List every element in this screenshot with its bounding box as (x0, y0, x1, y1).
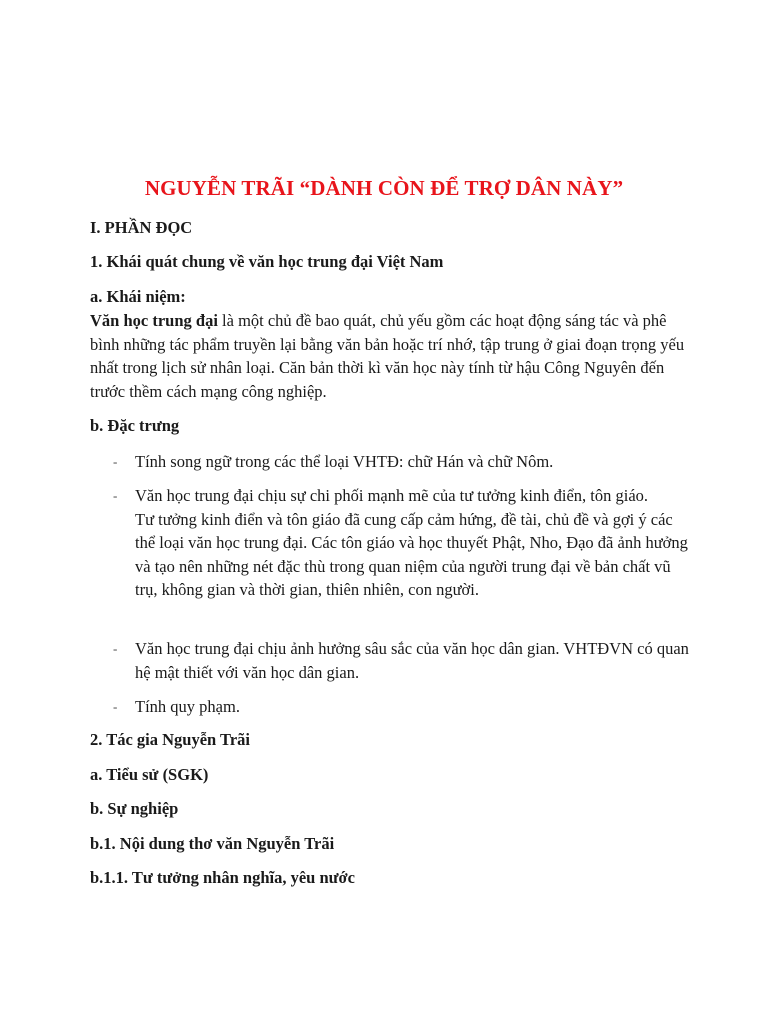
heading-su-nghiep: b. Sự nghiệp (90, 799, 179, 818)
bullet-extra-text: Tư tưởng kinh điển và tôn giáo đã cung cấp cảm hứng, đề tài, chủ đề và gợi ý các thể loại văn học trung đại. Các tôn giáo và học thuyết Phật, Nho, Đạo đã ảnh hưởng và tạo nên những nét đặc thù trong quan niệm của người trung đại về bản chất vũ trụ, không gian và thời gian, thiên nhiên, con người. (135, 509, 688, 599)
bullet-text: Văn học trung đại chịu ảnh hưởng sâu sắc của văn học dân gian. VHTĐVN có quan hệ mật thiết với văn học dân gian. (135, 639, 689, 682)
document-title: NGUYỄN TRÃI “DÀNH CÒN ĐỂ TRỢ DÂN NÀY” (144, 176, 624, 200)
section-heading-phan-doc: I. PHẦN ĐỌC (90, 218, 193, 237)
bullet-text: Tính song ngữ trong các thể loại VHTĐ: chữ Hán và chữ Nôm. (135, 452, 554, 471)
bullet-text: Tính quy phạm. (135, 697, 240, 716)
concept-paragraph (90, 309, 690, 403)
heading-dac-trung: b. Đặc trưng (90, 416, 180, 435)
bullet-dash: - (113, 699, 118, 714)
bullet-dash: - (113, 488, 118, 503)
heading-tieu-su: a. Tiểu sử (SGK) (90, 765, 209, 784)
heading-khai-quat: 1. Khái quát chung về văn học trung đại Việt Nam (90, 252, 444, 271)
concept-term: Văn học trung đại (90, 311, 218, 330)
bullet-dash: - (113, 641, 118, 656)
concept-text: là một chủ đề bao quát, chủ yếu gồm các hoạt động sáng tác và phê bình những tác phẩm truyền lại bằng văn bản hoặc trí nhớ, tập trung ở giai đoạn trọng yếu nhất trong lịch sử nhân loại. Căn bản thời kì văn học này tính từ hậu Công Nguyên đến trước thềm cách mạng công nghiệp. (90, 311, 685, 401)
bullet-dash: - (113, 454, 118, 469)
heading-noi-dung: b.1. Nội dung thơ văn Nguyễn Trãi (90, 834, 335, 853)
heading-tac-gia: 2. Tác gia Nguyễn Trãi (90, 730, 250, 749)
heading-khai-niem: a. Khái niệm: (90, 287, 186, 306)
heading-tu-tuong: b.1.1. Tư tưởng nhân nghĩa, yêu nước (90, 868, 355, 887)
bullet-text: Văn học trung đại chịu sự chi phối mạnh mẽ của tư tưởng kinh điển, tôn giáo. (135, 486, 649, 505)
